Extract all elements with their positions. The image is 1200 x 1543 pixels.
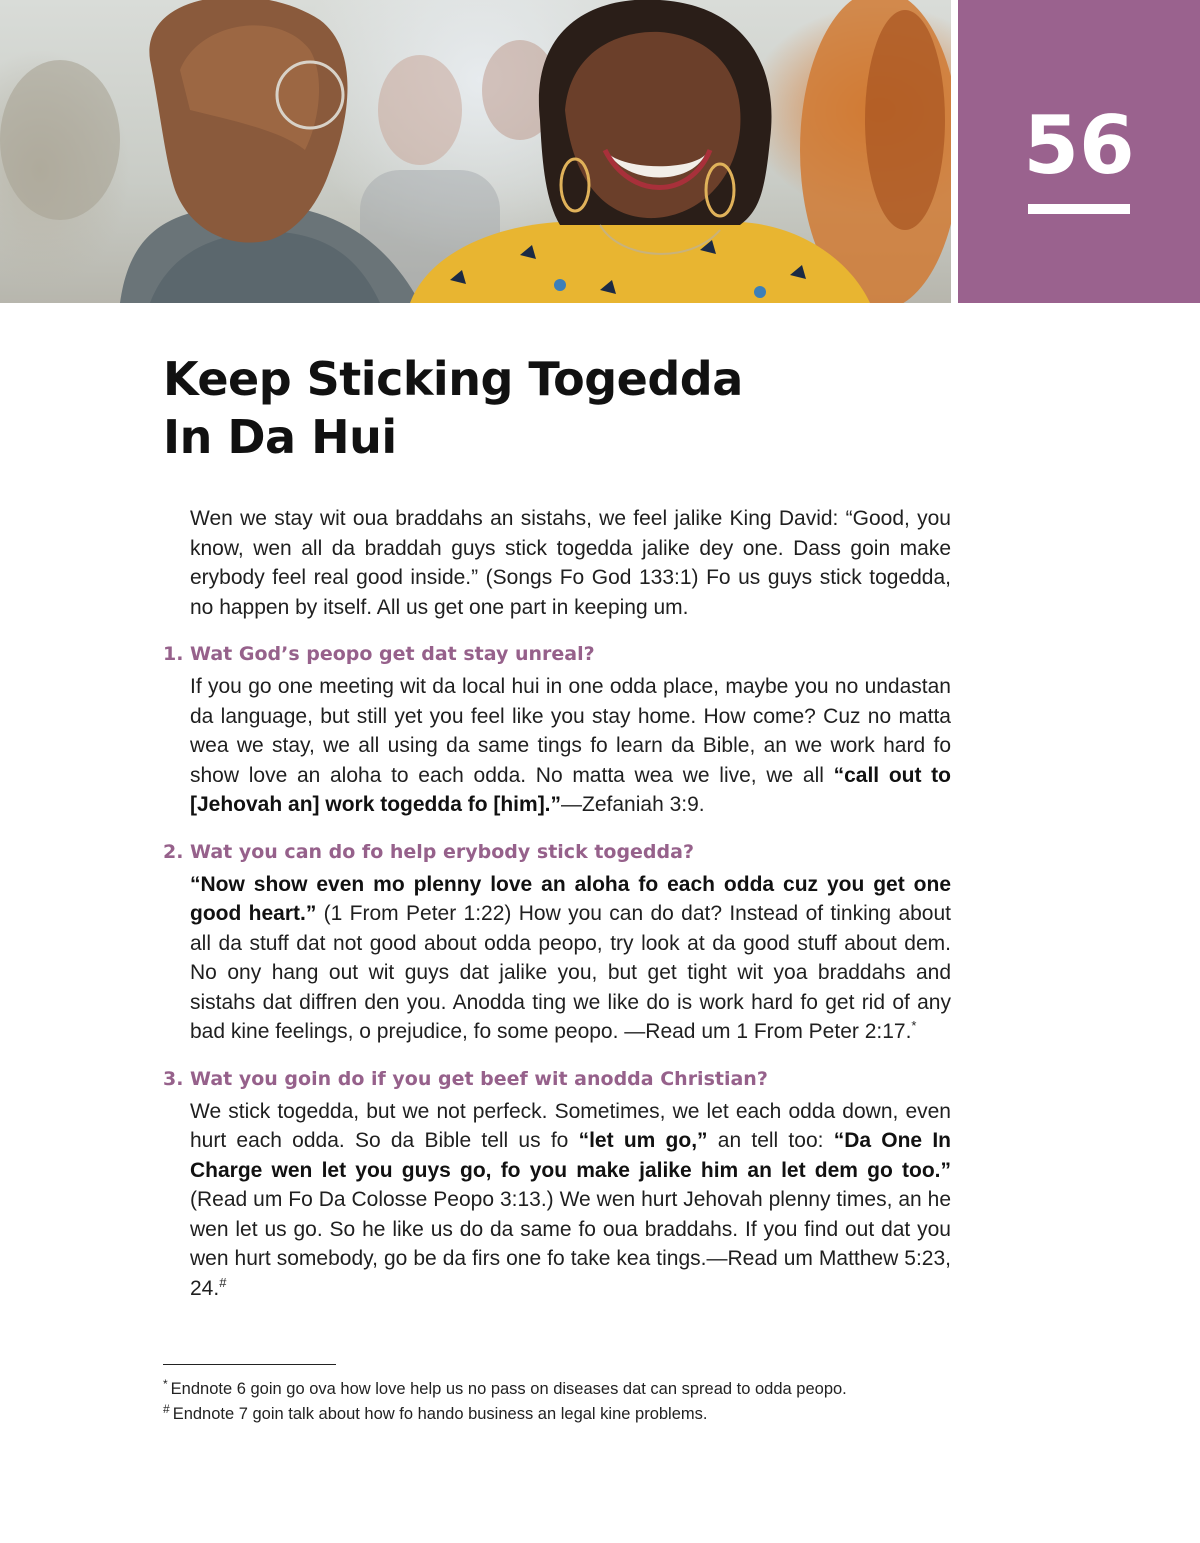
question-2: 2. Wat you can do fo help erybody stick togedda? [163, 840, 694, 863]
question-1: 1. Wat God’s peopo get dat stay unreal? [163, 643, 595, 665]
footnote-2 [163, 1402, 963, 1427]
title-line-1: Keep Sticking Togedda [163, 352, 743, 406]
answer-1 [190, 672, 951, 820]
footnote-1 [163, 1377, 963, 1402]
answer-3 [190, 1097, 951, 1304]
footnote-1-mark: * [163, 1376, 168, 1391]
answer-3-bold-1: “let um go,” [578, 1129, 708, 1152]
photo-illustration [0, 0, 951, 303]
footnotes [163, 1377, 963, 1427]
intro-paragraph: Wen we stay wit oua braddahs an sistahs, we feel jalike King David: “Good, you know, wen all da braddah guys stick togedda jalike dey one. Dass goin make erybody feel real good inside.” (Songs Fo God 133:1) Fo us guys stick togedda, no happen by itself. All us get one part in keeping um. [190, 507, 951, 619]
footnote-1-text: Endnote 6 goin go ova how love help us no pass on diseases dat can spread to odda peopo. [170, 1380, 847, 1398]
answer-1-bold-quote: “call out to [Jehovah an] work togedda fo [him].” [190, 763, 951, 816]
footnote-2-mark: # [163, 1401, 170, 1416]
footnote-ref-hash[interactable]: # [219, 1274, 227, 1290]
answer-2-text: (1 From Peter 1:22) How you can do dat? Instead of tinking about all da stuff dat not good about odda peopo, try look at da good stuff about dem. No ony hang out wit guys dat jalike you, but get tight wit yoa braddahs and sistahs dat diffren den you. Anodda ting we like do is work hard fo get rid of any bad kine feelings, o prejudice, fo some peopo. —Read um 1 From Peter 2:17. [190, 902, 951, 1043]
answer-1-text: If you go one meeting wit da local hui in one odda place, maybe you no undastan da language, but still yet you feel like you stay home. How come? Cuz no matta wea we stay, we all using da same tings fo learn da Bible, an we work hard fo show love an aloha to each odda. No matta wea we live, we all [190, 675, 951, 787]
answer-1-citation: —Zefaniah 3:9. [561, 793, 705, 816]
answer-3-bold-2: “Da One In Charge wen let you guys go, fo you make jalike him an let dem go too.” [190, 1129, 951, 1182]
lesson-body [163, 504, 951, 1303]
header-photo [0, 0, 951, 303]
answer-2 [190, 870, 951, 1047]
footnote-ref-asterisk[interactable]: * [911, 1018, 917, 1033]
answer-3-text-3: (Read um Fo Da Colosse Peopo 3:13.) We wen hurt Jehovah plenny times, an he wen let us go. So he like us do da same fo oua braddahs. If you find out dat you wen hurt somebody, go be da firs one fo take kea tings.—Read um Matthew 5:23, 24. [190, 1188, 951, 1300]
chapter-tab [958, 0, 1200, 303]
answer-2-bold-quote: “Now show even mo plenny love an aloha fo each odda cuz you get one good heart.” [190, 872, 951, 925]
answer-3-text-1: We stick togedda, but we not perfeck. Sometimes, we let each odda down, even hurt each odda. So da Bible tell us fo [190, 1099, 951, 1152]
footnote-2-text: Endnote 7 goin talk about how fo hando business an legal kine problems. [172, 1405, 708, 1423]
answer-3-text-2: an tell too: [707, 1129, 834, 1152]
title-line-2: In Da Hui [163, 410, 397, 464]
page-title [163, 350, 963, 466]
chapter-underline [1028, 204, 1130, 214]
question-3: 3. Wat you goin do if you get beef wit anodda Christian? [163, 1067, 768, 1090]
chapter-number: 56 [1023, 99, 1135, 192]
footnote-divider [163, 1364, 336, 1365]
